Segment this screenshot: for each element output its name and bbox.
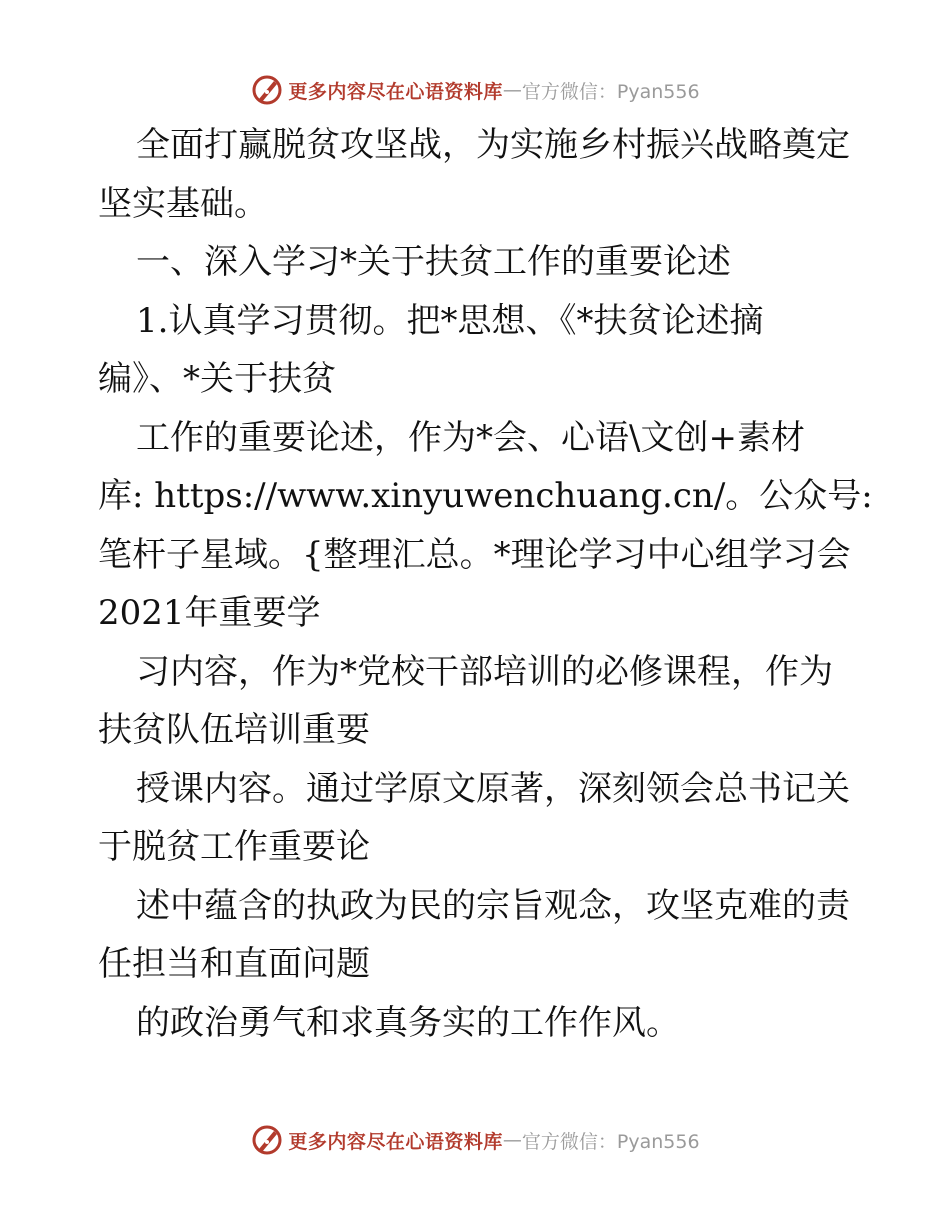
body-line: 工作的重要论述，作为*会、心语\文创+素材 [136, 417, 805, 458]
watermark-brand: 更多内容尽在心语资料库 [288, 80, 503, 103]
body-line: 的政治勇气和求真务实的工作作风。 [136, 1002, 680, 1043]
watermark-wechat: 官方微信：Pyan556 [521, 80, 700, 103]
watermark-wechat: 官方微信：Pyan556 [521, 1130, 700, 1153]
body-line: 坚实基础。 [98, 183, 268, 224]
footer-watermark [0, 1120, 950, 1160]
body-line: 扶贫队伍培训重要 [98, 710, 370, 750]
body-line: 任担当和直面问题 [98, 944, 370, 984]
document-body [98, 116, 873, 1052]
pen-circle-logo-icon [250, 73, 284, 107]
watermark-separator: — [502, 79, 522, 101]
body-line: 习内容，作为*党校干部培训的必修课程，作为 [136, 651, 833, 692]
body-line: 授课内容。通过学原文原著，深刻领会总书记关 [136, 768, 850, 809]
watermark-separator: — [502, 1129, 522, 1151]
body-line: 述中蕴含的执政为民的宗旨观念，攻坚克难的责 [136, 885, 850, 926]
watermark-brand: 更多内容尽在心语资料库 [288, 1130, 503, 1153]
body-line: 库: https://www.xinyuwenchuang.cn/。公众号: [98, 476, 873, 516]
body-line: 于脱贫工作重要论 [98, 827, 370, 867]
section-heading: 一、深入学习*关于扶贫工作的重要论述 [136, 242, 731, 282]
body-line: 笔杆子星域。{整理汇总。*理论学习中心组学习会 [98, 534, 851, 575]
body-line: 1.认真学习贯彻。把*思想、《*扶贫论述摘 [136, 300, 764, 341]
header-watermark [0, 70, 950, 110]
body-line: 全面打赢脱贫攻坚战，为实施乡村振兴战略奠定 [136, 125, 850, 165]
pen-circle-logo-icon [250, 1123, 284, 1157]
body-line: 编》、*关于扶贫 [98, 359, 336, 399]
body-line: 2021年重要学 [98, 593, 321, 633]
